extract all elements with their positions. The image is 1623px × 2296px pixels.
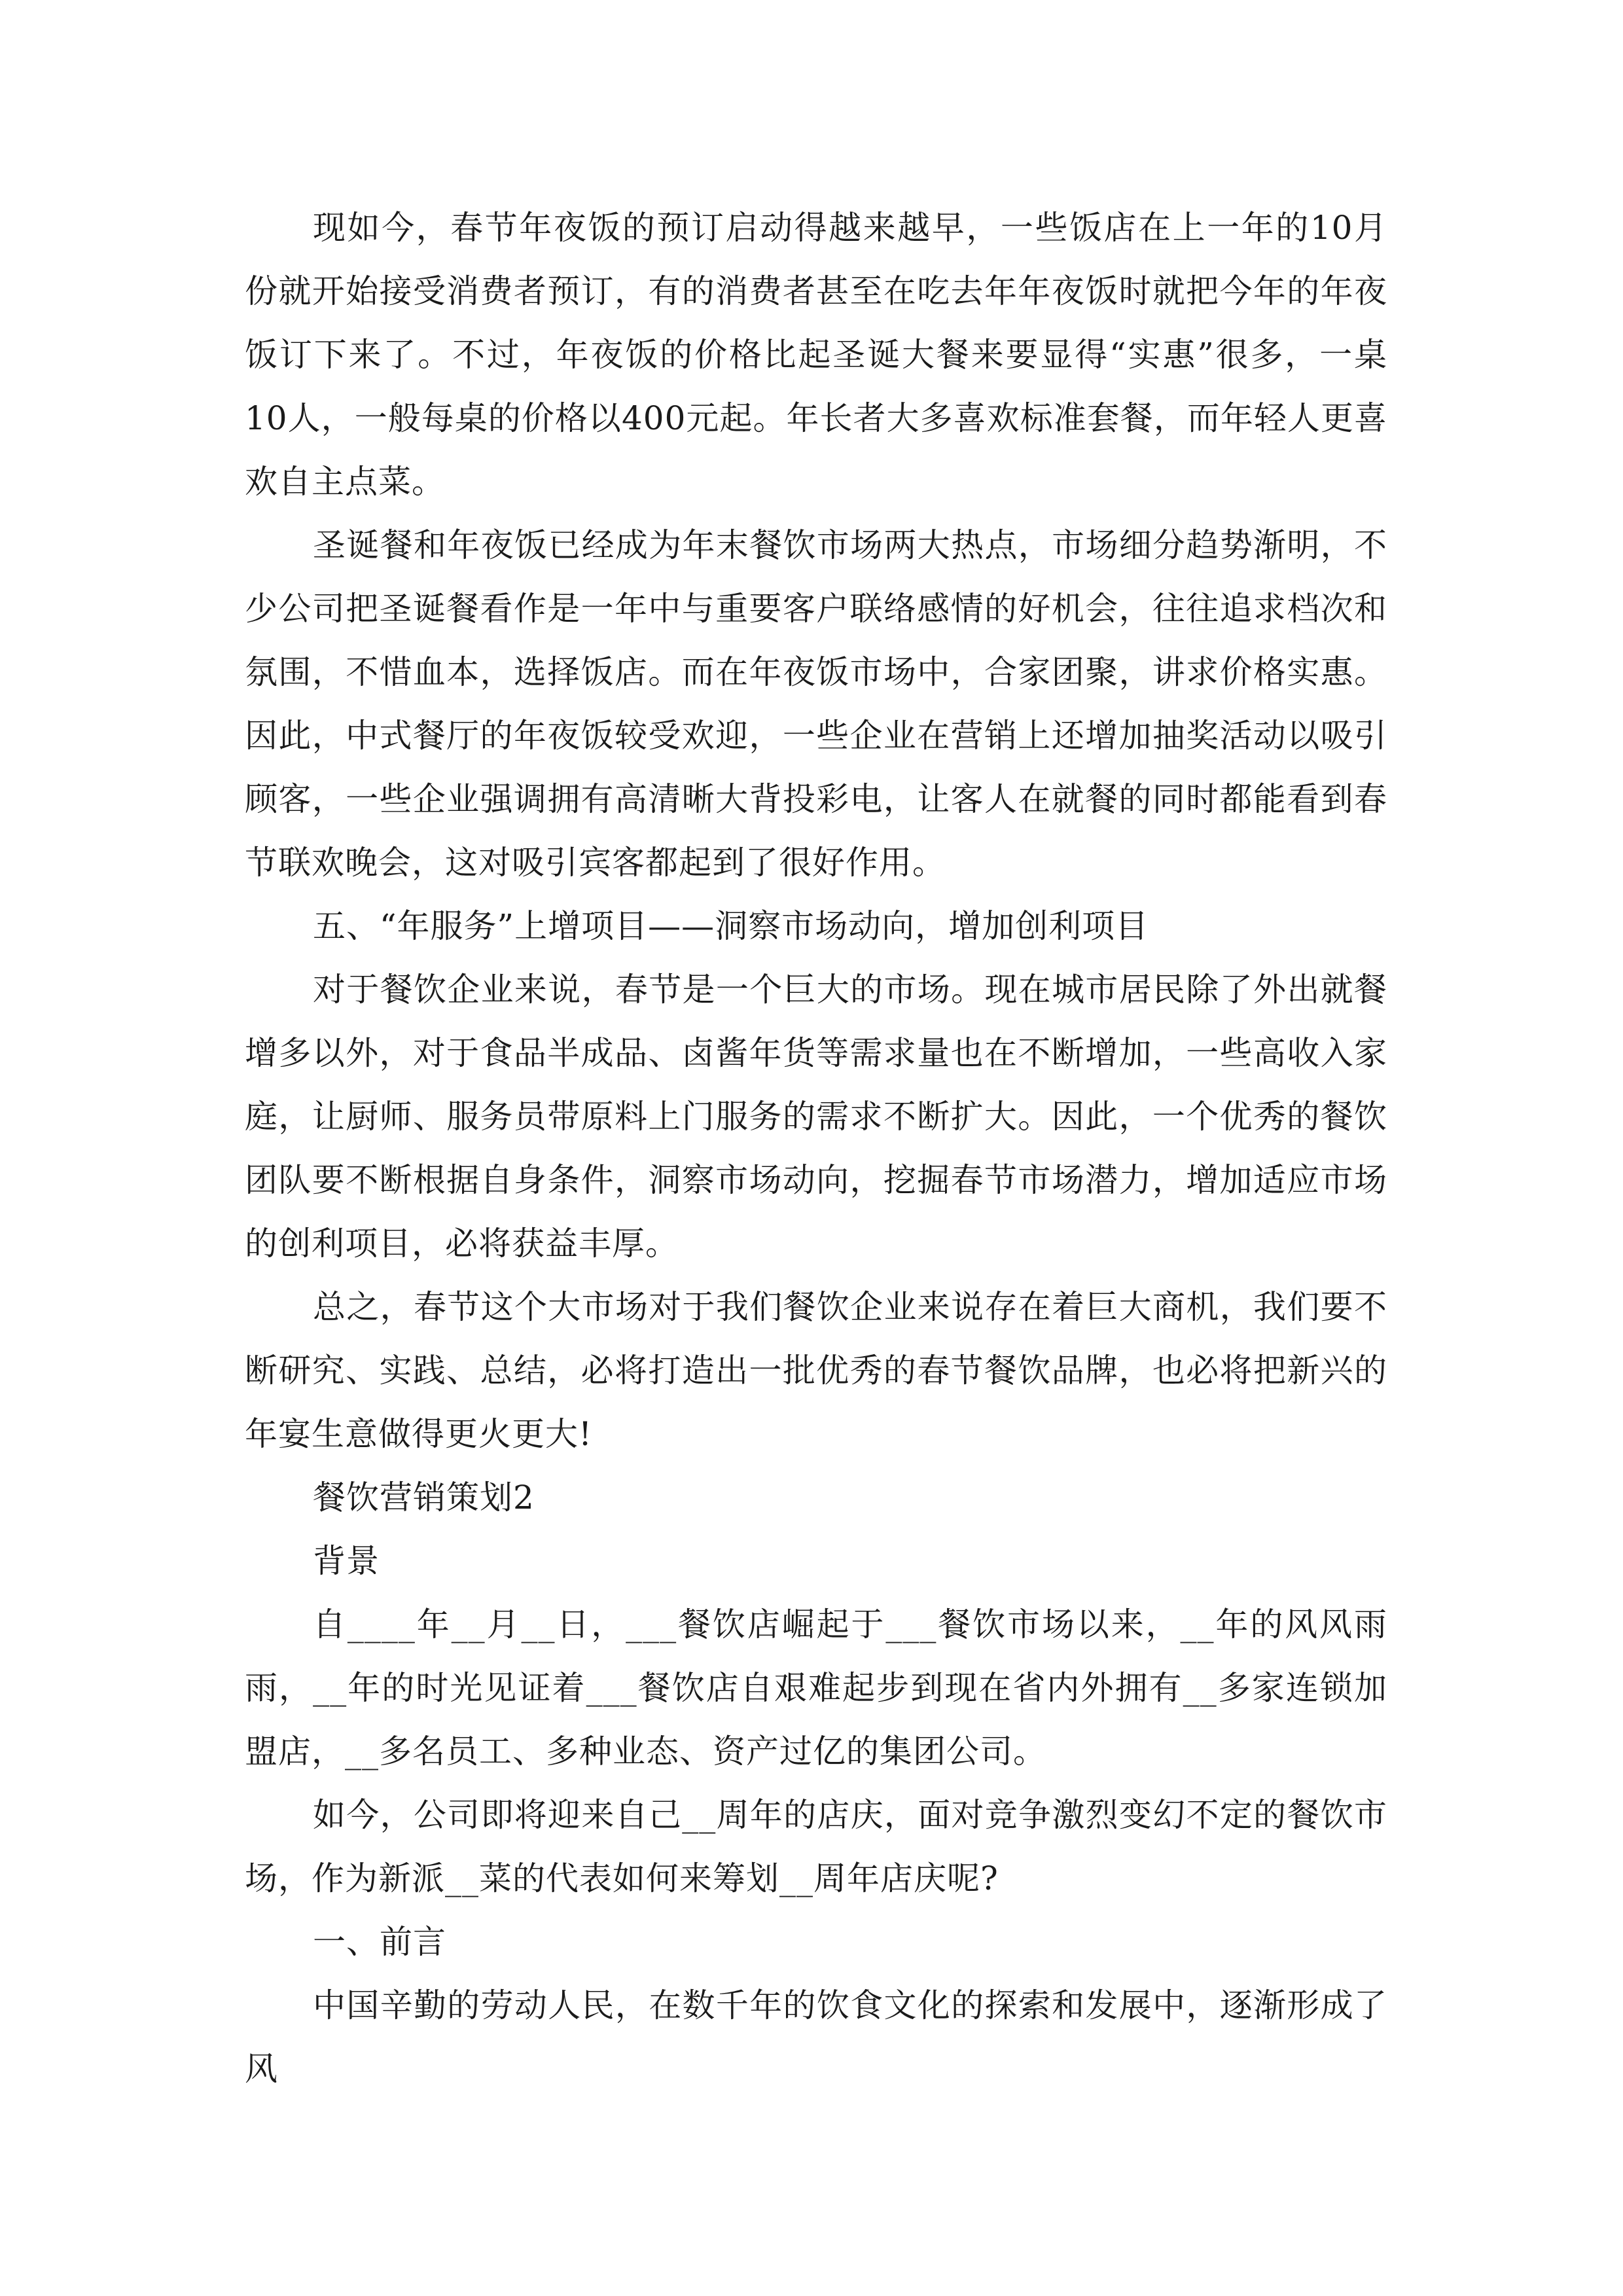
paragraph-preface-start: 中国辛勤的劳动人民，在数千年的饮食文化的探索和发展中，逐渐形成了风 [245,1986,1387,2088]
section-heading-year-service: 五、“年服务”上增项目——洞察市场动向，增加创利项目 [313,907,1149,945]
paragraph-background-history: 自____年__月__日，___餐饮店崛起于___餐饮市场以来，__年的风风雨雨，__年的时光见证着___餐饮店自艰难起步到现在省内外拥有__多家连锁加盟店，__多名员工、多种业态、资产过亿的集团公司。 [245,1605,1387,1770]
section-heading-background: 背景 [313,1542,380,1580]
document-title-marketing-plan-2: 餐饮营销策划2 [313,1479,535,1516]
document-body [245,196,1387,2101]
paragraph-new-year-dinner-booking: 现如今，春节年夜饭的预订启动得越来越早，一些饭店在上一年的10月份就开始接受消费者预订，有的消费者甚至在吃去年年夜饭时就把今年的年夜饭订下来了。不过，年夜饭的价格比起圣诞大餐来要显得“实惠”很多，一桌10人，一般每桌的价格以400元起。年长者大多喜欢标准套餐，而年轻人更喜欢自主点菜。 [245,209,1387,501]
paragraph-conclusion: 总之，春节这个大市场对于我们餐饮企业来说存在着巨大商机，我们要不断研究、实践、总结，必将打造出一批优秀的春节餐饮品牌，也必将把新兴的年宴生意做得更火更大! [245,1288,1387,1453]
section-heading-preface: 一、前言 [313,1923,446,1961]
paragraph-christmas-and-new-year-market: 圣诞餐和年夜饭已经成为年末餐饮市场两大热点，市场细分趋势渐明，不少公司把圣诞餐看作是一年中与重要客户联络感情的好机会，往往追求档次和氛围，不惜血本，选择饭店。而在年夜饭市场中，合家团聚，讲求价格实惠。因此，中式餐厅的年夜饭较受欢迎，一些企业在营销上还增加抽奖活动以吸引顾客，一些企业强调拥有高清晰大背投彩电，让客人在就餐的同时都能看到春节联欢晚会，这对吸引宾客都起到了很好作用。 [245,526,1387,882]
paragraph-anniversary-question: 如今，公司即将迎来自己__周年的店庆，面对竞争激烈变幻不定的餐饮市场，作为新派__菜的代表如何来筹划__周年店庆呢? [245,1796,1387,1897]
paragraph-spring-festival-market: 对于餐饮企业来说，春节是一个巨大的市场。现在城市居民除了外出就餐增多以外，对于食品半成品、卤酱年货等需求量也在不断增加，一些高收入家庭，让厨师、服务员带原料上门服务的需求不断扩大。因此，一个优秀的餐饮团队要不断根据自身条件，洞察市场动向，挖掘春节市场潜力，增加适应市场的创利项目，必将获益丰厚。 [245,971,1387,1263]
